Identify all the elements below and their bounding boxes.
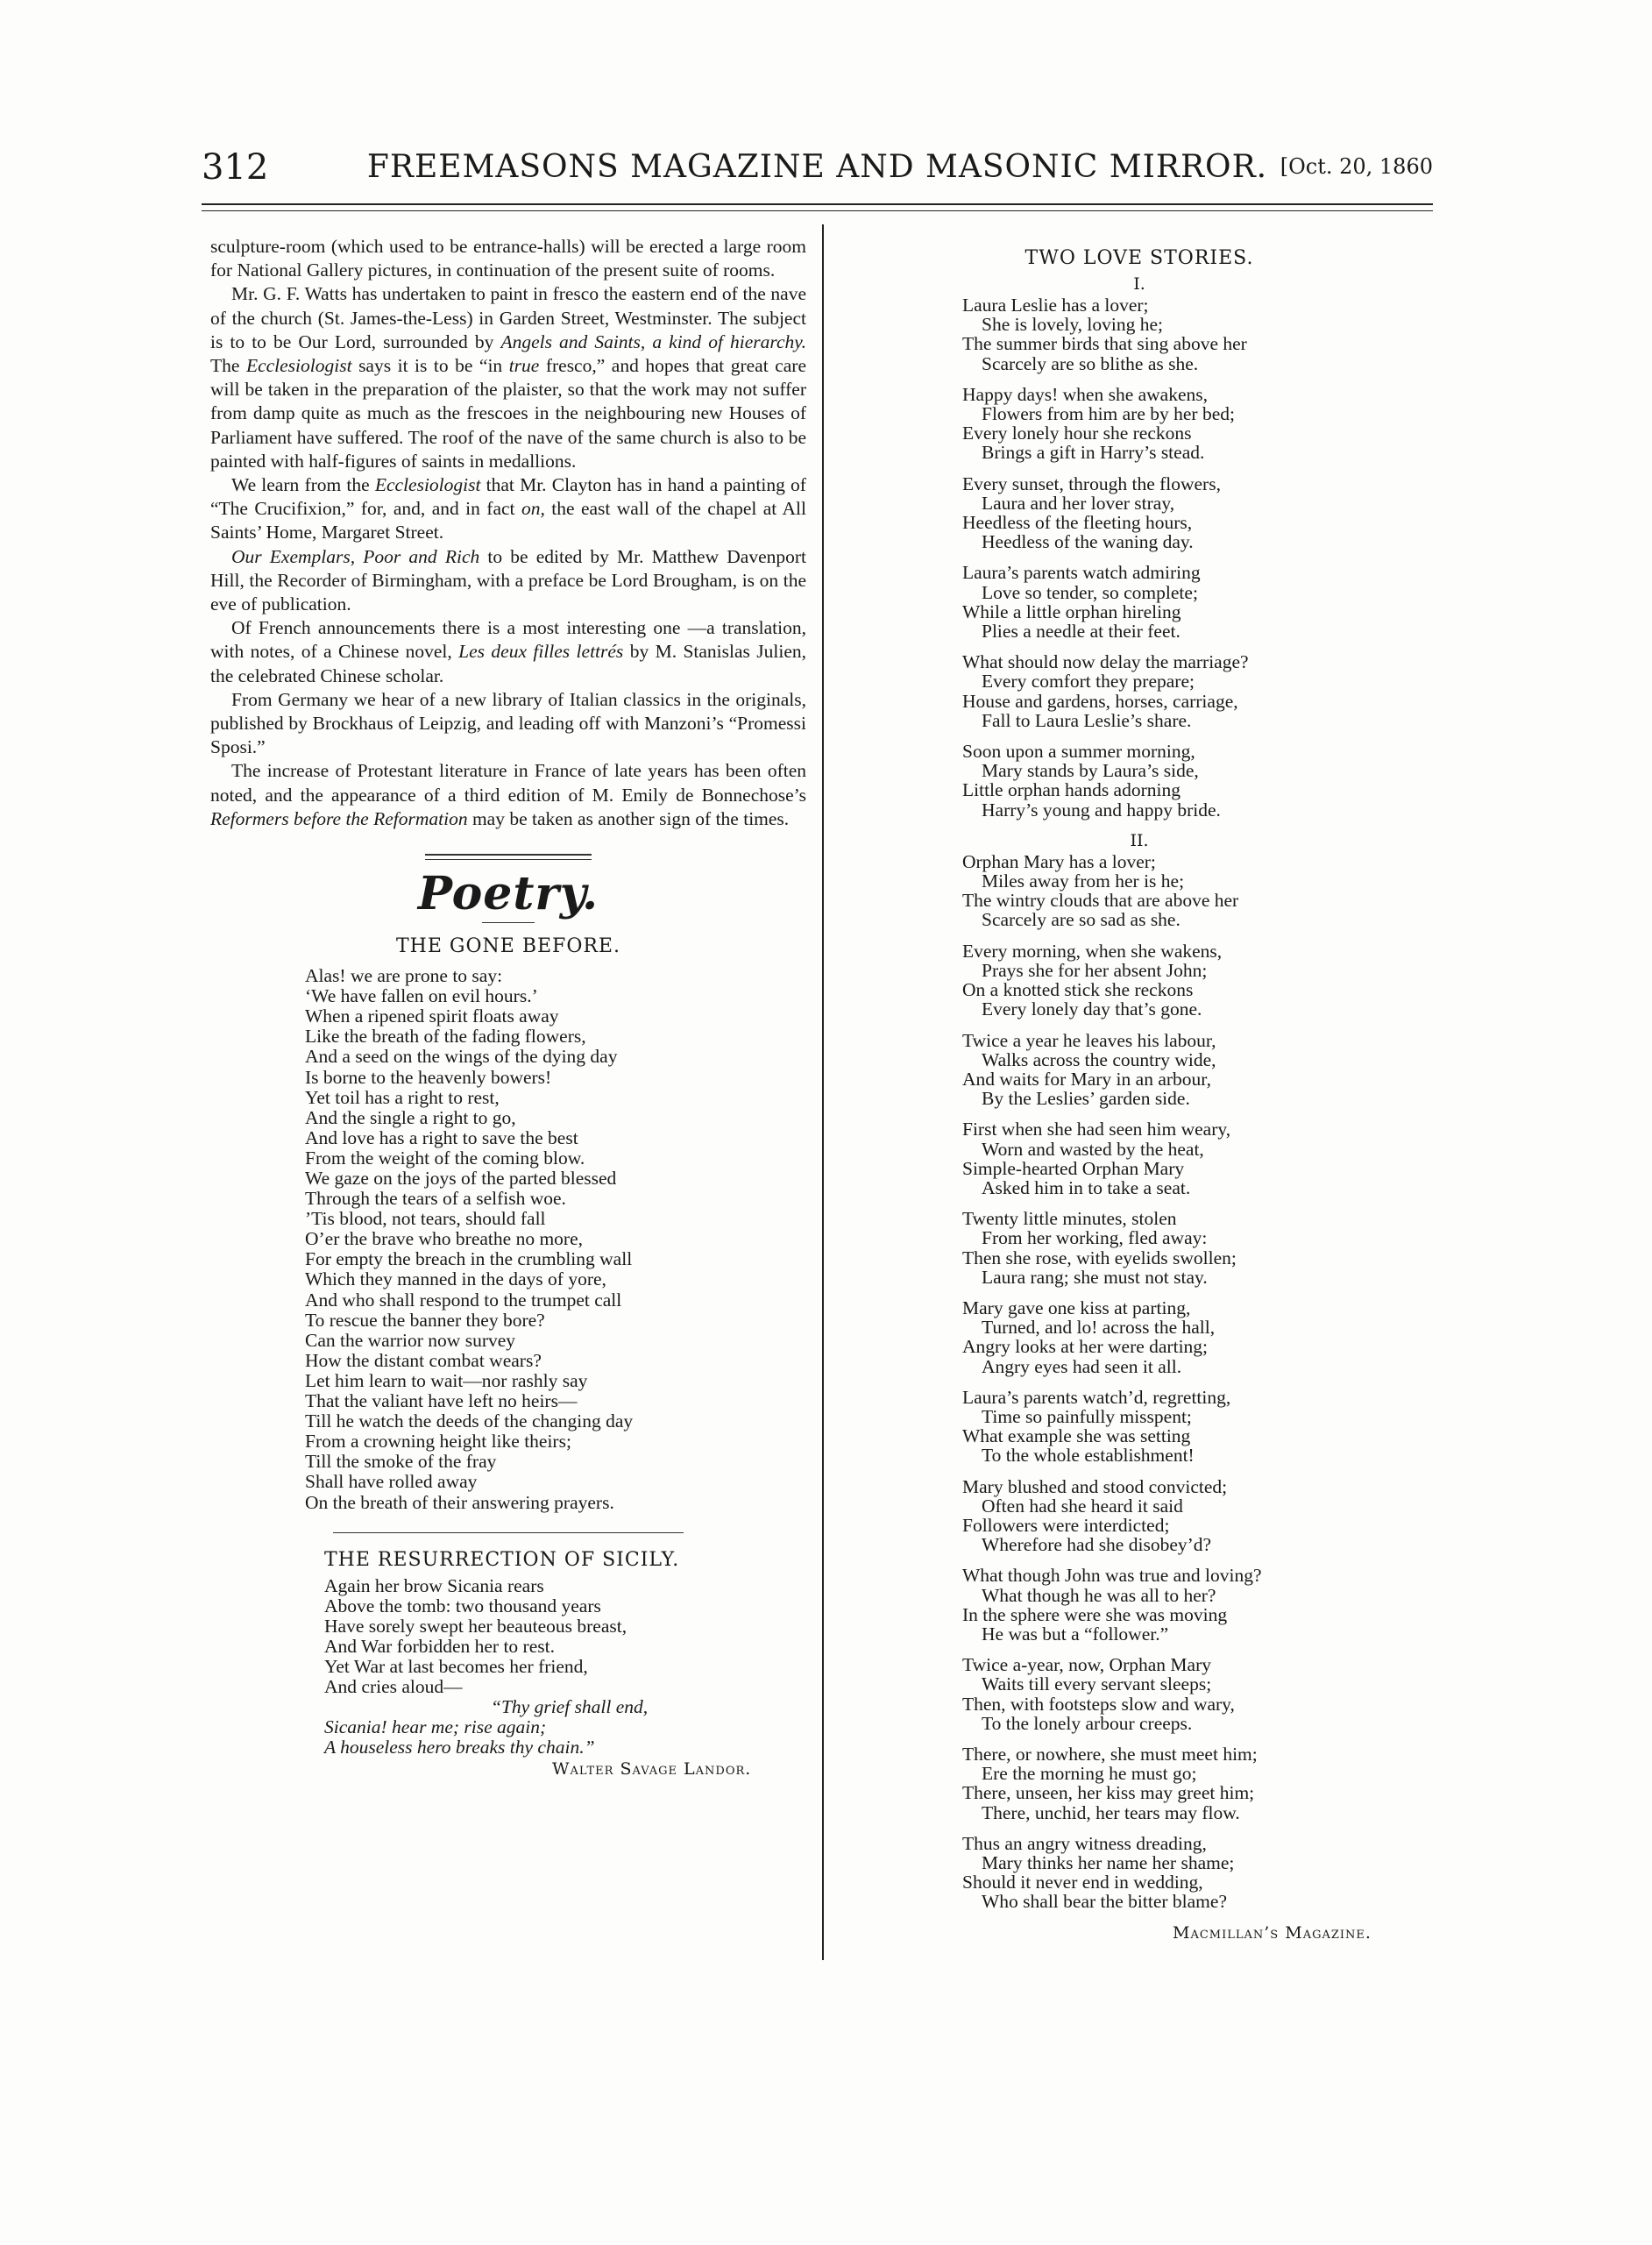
italic-run: Ecclesiologist	[374, 474, 481, 496]
poem-line: From a crowning height like theirs;	[305, 1431, 571, 1453]
poem-line: On a knotted stick she reckons	[962, 979, 1194, 1001]
poem-line: Love so tender, so complete;	[982, 581, 1198, 603]
poem-resurrection	[324, 1549, 806, 1758]
poem-line: Followers were interdicted;	[962, 1514, 1170, 1536]
poem-line: Laura and her lover stray,	[982, 492, 1175, 514]
poem-line: And the single a right to go,	[305, 1106, 516, 1128]
poem-line: Wherefore had she disobey’d?	[982, 1534, 1212, 1556]
poem-line: The wintry clouds that are above her	[962, 890, 1239, 912]
paragraph-french	[210, 616, 806, 688]
poem-line: To rescue the banner they bore?	[305, 1309, 545, 1331]
poem-the-gone-before	[305, 966, 806, 1513]
stanza	[962, 1655, 1437, 1733]
poem-line: And a seed on the wings of the dying day	[305, 1046, 618, 1068]
italic-run: true	[508, 355, 540, 377]
poem-line: Mary thinks her name her shame;	[982, 1852, 1235, 1874]
poem-line: And cries aloud—	[324, 1676, 463, 1698]
poem-line: What example she was setting	[962, 1425, 1191, 1447]
poem-line: Little orphan hands adorning	[962, 779, 1181, 801]
poem-line: Scarcely are so blithe as she.	[982, 352, 1199, 374]
stanza	[962, 1834, 1437, 1912]
poem-line: Heedless of the fleeting hours,	[962, 512, 1193, 534]
italic-run: Ecclesiologist	[245, 355, 352, 377]
text-run: Mr. G. F. Watts has undertaken to paint in fresco the eastern end of the nave of the church (St. James-the-Less) in Garden Street, Westminster. The subject is to to be Our Lord, surrounded by	[210, 283, 806, 352]
poem-line: There, unchid, her tears may flow.	[982, 1801, 1240, 1823]
stanza	[962, 852, 1437, 930]
issue-date: [Oct. 20, 1860	[1280, 154, 1433, 179]
poem-line: Twenty little minutes, stolen	[962, 1208, 1177, 1230]
poem-line: Scarcely are so sad as she.	[982, 909, 1181, 931]
poem-line: Yet toil has a right to rest,	[305, 1086, 500, 1108]
paragraph-watts	[210, 282, 806, 473]
poem-line: Ere the morning he must go;	[982, 1763, 1197, 1785]
paragraph-protestant	[210, 759, 806, 831]
italic-run: Les deux filles lettrés	[458, 641, 624, 663]
poem-line: ’Tis blood, not tears, should fall	[305, 1208, 546, 1230]
part-one-stanzas	[962, 295, 1437, 820]
poem-line: Shall have rolled away	[305, 1471, 478, 1493]
stanza	[962, 1298, 1437, 1376]
poem-line: Laura’s parents watch admiring	[962, 562, 1201, 584]
poem-line: Have sorely swept her beauteous breast,	[324, 1615, 627, 1637]
stanza	[962, 1566, 1437, 1644]
poem-line: O’er the brave who breathe no more,	[305, 1228, 583, 1250]
poem-line: Mary stands by Laura’s side,	[982, 760, 1199, 782]
text-run: that Mr. Clayton has in hand a painting of “The Crucifixion,” for, and, and in fact	[210, 474, 806, 520]
poem-line: Who shall bear the bitter blame?	[982, 1891, 1227, 1913]
paragraph: sculpture-room (which used to be entrance-halls) will be erected a large room for National Gallery pictures, in continuation of the present suite of rooms.	[210, 236, 806, 281]
poem-line: Flowers from him are by her bed;	[982, 403, 1235, 425]
poem-line: While a little orphan hireling	[962, 600, 1181, 622]
poem-line: Every sunset, through the flowers,	[962, 472, 1221, 494]
source-credit: Macmillan’s Magazine.	[1173, 1922, 1372, 1943]
paragraph-germany: From Germany we hear of a new library of Italian classics in the originals, published by Brockhaus of Leipzig, and leading off with Manzoni’s “Promessi Sposi.”	[210, 688, 806, 758]
poem-line: He was but a “follower.”	[982, 1623, 1169, 1645]
poem-line: Soon upon a summer morning,	[962, 741, 1195, 763]
poem-line: Every lonely hour she reckons	[962, 423, 1192, 444]
stanza	[962, 1388, 1437, 1466]
stanza	[962, 941, 1437, 1019]
part-numeral: II.	[1130, 830, 1149, 850]
poem-title: THE GONE BEFORE.	[396, 935, 620, 958]
poem-line: Laura rang; she must not stay.	[982, 1266, 1208, 1288]
paragraph-clayton	[210, 473, 806, 545]
text-run: We learn from the	[231, 474, 375, 496]
poem-line: Sicania! hear me; rise again;	[324, 1716, 547, 1738]
poem-line: Worn and wasted by the heat,	[982, 1138, 1204, 1160]
poem-line: Plies a needle at their feet.	[982, 621, 1181, 643]
masthead	[202, 147, 1433, 200]
poem-line: Thus an angry witness dreading,	[962, 1832, 1207, 1854]
poem-line: First when she had seen him weary,	[962, 1119, 1231, 1140]
poem-line: Twice a-year, now, Orphan Mary	[962, 1654, 1211, 1676]
poem-line: Angry eyes had seen it all.	[982, 1355, 1182, 1377]
paragraph-exemplars	[210, 545, 806, 617]
poem-line: Let him learn to wait—nor rashly say	[305, 1369, 588, 1391]
poem-title: THE RESURRECTION OF SICILY.	[324, 1548, 680, 1571]
poem-title: TWO LOVE STORIES.	[1025, 247, 1254, 269]
poem-line: Again her brow Sicania rears	[324, 1574, 544, 1596]
stanza	[962, 1744, 1437, 1822]
section-heading-poetry: Poetry.	[417, 867, 599, 921]
text-run: to be edited by Mr. Matthew Davenport Hill, the Recorder of Birmingham, with a preface be Lord Brougham, is on the eve of publication.	[210, 545, 806, 615]
poem-line: Laura’s parents watch’d, regretting,	[962, 1386, 1231, 1408]
poem-line: Like the breath of the fading flowers,	[305, 1026, 586, 1048]
text-run: by M. Stanislas Julien, the celebrated Chinese scholar.	[210, 641, 807, 686]
poem-line: Harry’s young and happy bride.	[982, 799, 1221, 821]
italic-run: on,	[521, 498, 545, 520]
poem-line: From her working, fled away:	[982, 1227, 1208, 1249]
stanza	[962, 1119, 1437, 1197]
poem-line: Often had she heard it said	[982, 1495, 1183, 1517]
stanza	[962, 652, 1437, 730]
text-run: fresco,” and hopes that great care will be taken in the preparation of the plaister, so that the work may not suffer from damp quite as much as the frescoes in the neighbouring new Houses of Parliament have suffered. The roof of the nave of the same church is also to be painted with half-figures of saints in medallions.	[210, 355, 806, 472]
right-column	[841, 247, 1437, 1943]
poem-line: Simple-hearted Orphan Mary	[962, 1157, 1185, 1179]
stanza	[962, 563, 1437, 641]
poem-line: Yet War at last becomes her friend,	[324, 1655, 588, 1677]
poem-line: Mary blushed and stood convicted;	[962, 1475, 1228, 1497]
poem-line: Prays she for her absent John;	[982, 959, 1208, 981]
poem-line: Happy days! when she awakens,	[962, 383, 1209, 405]
poem-line: Asked him in to take a seat.	[982, 1176, 1191, 1198]
poem-line: Should it never end in wedding,	[962, 1872, 1203, 1893]
column-divider	[822, 224, 824, 1960]
italic-run: Our Exemplars, Poor and Rich	[231, 545, 480, 567]
poem-line: Fall to Laura Leslie’s share.	[982, 709, 1192, 731]
stanza	[962, 295, 1437, 373]
poem-line: In the sphere were she was moving	[962, 1603, 1228, 1625]
poem-line: House and gardens, horses, carriage,	[962, 690, 1238, 712]
poem-line: That the valiant have left no heirs—	[305, 1390, 578, 1412]
poem-line: Then, with footsteps slow and wary,	[962, 1693, 1235, 1715]
poem-line: By the Leslies’ garden side.	[982, 1088, 1190, 1110]
poem-line: What should now delay the marriage?	[962, 651, 1249, 673]
poem-line: To the lonely arbour creeps.	[982, 1712, 1193, 1734]
poem-line: Through the tears of a selfish woe.	[305, 1188, 566, 1210]
poem-line: On the breath of their answering prayers.	[305, 1491, 614, 1513]
poem-line: Walks across the country wide,	[982, 1048, 1216, 1070]
poem-line: When a ripened spirit floats away	[305, 1005, 559, 1027]
poem-line: Laura Leslie has a lover;	[962, 295, 1149, 316]
poem-line: Miles away from her is he;	[982, 870, 1185, 892]
poem-line: Above the tomb: two thousand years	[324, 1595, 601, 1616]
poem-line: A houseless hero breaks thy chain.”	[324, 1737, 595, 1758]
header-rule	[202, 203, 1433, 205]
poem-line: And waits for Mary in an arbour,	[962, 1068, 1211, 1090]
poem-line: Then she rose, with eyelids swollen;	[962, 1247, 1237, 1268]
part-numeral: I.	[1133, 274, 1145, 294]
poem-divider	[333, 1532, 684, 1533]
poem-lines	[324, 1576, 806, 1758]
poem-line: Every morning, when she wakens,	[962, 940, 1223, 962]
poem-line: From the weight of the coming blow.	[305, 1147, 585, 1169]
header-rule-thin	[202, 210, 1433, 211]
text-run: may be taken as another sign of the times.	[467, 807, 790, 829]
stanza	[962, 1477, 1437, 1555]
poem-line: Turned, and lo! across the hall,	[982, 1317, 1216, 1339]
magazine-title: FREEMASONS MAGAZINE AND MASONIC MIRROR.	[366, 149, 1268, 185]
poem-line: Heedless of the waning day.	[982, 531, 1194, 553]
text-run: The	[210, 355, 246, 377]
text-run: says it is to be “in	[351, 355, 509, 377]
page-number: 312	[202, 147, 269, 188]
poem-line: The summer birds that sing above her	[962, 333, 1247, 355]
stanza	[962, 1031, 1437, 1109]
poem-line: And who shall respond to the trumpet call	[305, 1289, 622, 1311]
poem-line: Which they manned in the days of yore,	[305, 1268, 606, 1290]
stanza	[962, 385, 1437, 463]
poem-line: Time so painfully misspent;	[982, 1405, 1192, 1427]
text-run: The increase of Protestant literature in France of late years has been often noted, and the appearance of a third edition of M. Emily de Bonnechose’s	[210, 760, 806, 806]
part-two-stanzas	[962, 852, 1437, 1912]
italic-run: Angels and Saints, a kind of hierarchy.	[500, 330, 806, 352]
poem-line: There, or nowhere, she must meet him;	[962, 1744, 1258, 1765]
stanza	[962, 474, 1437, 552]
poem-line: Can the warrior now survey	[305, 1329, 516, 1351]
poem-line: Every comfort they prepare;	[982, 671, 1195, 693]
poem-line: What though he was all to her?	[982, 1584, 1216, 1606]
poem-line: She is lovely, loving he;	[982, 314, 1164, 336]
left-column	[210, 235, 806, 1779]
poem-line: Waits till every servant sleeps;	[982, 1673, 1212, 1695]
short-rule	[482, 922, 535, 923]
poem-line: Brings a gift in Harry’s stead.	[982, 442, 1205, 464]
poem-line: Mary gave one kiss at parting,	[962, 1297, 1191, 1318]
poem-line: For empty the breach in the crumbling wall	[305, 1248, 633, 1270]
poem-author: Walter Savage Landor.	[552, 1759, 752, 1780]
poem-line: Till the smoke of the fray	[305, 1451, 497, 1473]
poem-line: And War forbidden her to rest.	[324, 1635, 555, 1657]
poem-line: How the distant combat wears?	[305, 1349, 542, 1371]
italic-run: Reformers before the Reformation	[210, 807, 468, 829]
text-run: the east wall of the chapel at All Saints’ Home, Margaret Street.	[210, 498, 806, 543]
poem-line: Is borne to the heavenly bowers!	[305, 1066, 552, 1088]
poem-line: What though John was true and loving?	[962, 1565, 1262, 1587]
poem-line: Angry looks at her were darting;	[962, 1336, 1209, 1358]
poem-line: ‘We have fallen on evil hours.’	[305, 985, 538, 1007]
poem-line: Alas! we are prone to say:	[305, 965, 503, 987]
poem-line: “Thy grief shall end,	[491, 1696, 649, 1718]
stanza	[962, 1209, 1437, 1287]
stanza	[962, 742, 1437, 820]
poem-line: Orphan Mary has a lover;	[962, 850, 1156, 872]
poem-line: To the whole establishment!	[982, 1445, 1195, 1467]
poem-line: There, unseen, her kiss may greet him;	[962, 1782, 1255, 1804]
section-rule	[425, 854, 592, 860]
poem-line: And love has a right to save the best	[305, 1126, 578, 1148]
poem-line: Every lonely day that’s gone.	[982, 998, 1202, 1020]
poem-line: Till he watch the deeds of the changing day	[305, 1410, 634, 1432]
poem-line: We gaze on the joys of the parted blessed	[305, 1168, 617, 1190]
poem-line: Twice a year he leaves his labour,	[962, 1029, 1216, 1051]
text-run: Of French announcements there is a most interesting one —a translation, with notes, of a Chinese novel,	[210, 617, 806, 663]
